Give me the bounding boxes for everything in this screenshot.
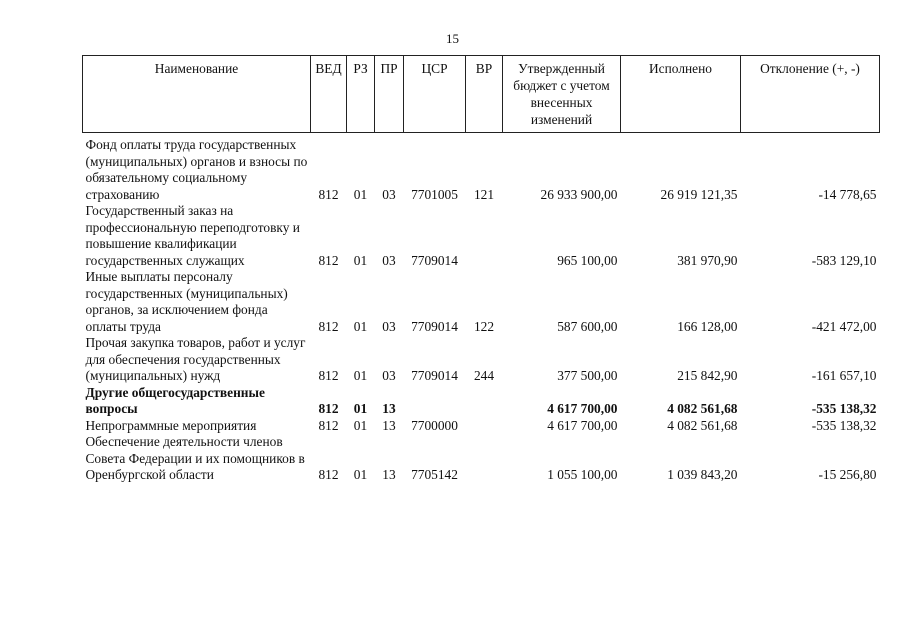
- cell-budget: 4 617 700,00: [547, 417, 618, 433]
- cell-pr: 13: [382, 467, 396, 482]
- header-csr: ЦСР: [404, 56, 466, 133]
- cell-budget: 26 933 900,00: [540, 186, 618, 202]
- cell-executed: 4 082 561,68: [667, 401, 738, 416]
- cell-csr: 7705142: [411, 467, 458, 482]
- header-rz: РЗ: [347, 56, 375, 133]
- cell-deviation: -421 472,00: [811, 318, 877, 334]
- table-body: [83, 133, 880, 484]
- cell-budget: 4 617 700,00: [547, 401, 618, 416]
- cell-csr: [404, 385, 466, 418]
- cell-vr: 121: [473, 186, 495, 202]
- cell-deviation: -161 657,10: [811, 368, 877, 383]
- table-row: [83, 385, 880, 418]
- cell-deviation: -14 778,65: [818, 186, 877, 202]
- cell-deviation: -535 138,32: [811, 417, 877, 433]
- cell-executed: 166 128,00: [677, 318, 738, 334]
- table-row: [83, 335, 880, 385]
- cell-ved: 812: [318, 318, 339, 334]
- table-row: [83, 269, 880, 335]
- cell-rz: 01: [353, 368, 368, 383]
- cell-ved: 812: [318, 368, 339, 383]
- cell-vr: [466, 418, 503, 435]
- header-vr: ВР: [466, 56, 503, 133]
- cell-ved: 812: [318, 467, 339, 482]
- cell-pr: 13: [382, 401, 396, 416]
- cell-name: Иные выплаты персоналу государственных (муниципальных) органов, за исключением фонда оплаты труда: [85, 269, 288, 334]
- cell-vr: [466, 434, 503, 484]
- cell-executed: 4 082 561,68: [667, 417, 738, 433]
- cell-pr: 03: [382, 368, 396, 383]
- header-pr: ПР: [375, 56, 404, 133]
- table-row: [83, 418, 880, 435]
- cell-name: Непрограммные мероприятия: [85, 417, 257, 433]
- cell-vr: [466, 385, 503, 418]
- cell-deviation: -15 256,80: [818, 467, 877, 482]
- cell-pr: 13: [382, 417, 396, 433]
- cell-ved: 812: [318, 417, 339, 433]
- cell-vr: 244: [473, 368, 495, 383]
- cell-executed: 381 970,90: [677, 252, 738, 268]
- table-row: [83, 203, 880, 269]
- header-budget: Утвержденный бюджет с учетом внесенных изменений: [503, 56, 621, 133]
- cell-budget: 1 055 100,00: [547, 467, 618, 482]
- cell-name: Государственный заказ на профессиональную переподготовку и повышение квалификации государственных служащих: [85, 203, 300, 268]
- cell-ved: 812: [318, 252, 339, 268]
- cell-rz: 01: [353, 401, 368, 416]
- header-name: Наименование: [83, 56, 311, 133]
- page-number: 15: [446, 31, 459, 46]
- cell-deviation: -535 138,32: [811, 401, 877, 416]
- cell-pr: 03: [382, 318, 396, 334]
- cell-name: Прочая закупка товаров, работ и услуг для обеспечения государственных (муниципальных) нужд: [85, 335, 306, 383]
- cell-rz: 01: [353, 318, 368, 334]
- cell-pr: 03: [382, 186, 396, 202]
- cell-rz: 01: [353, 417, 368, 433]
- header-ved: ВЕД: [311, 56, 347, 133]
- cell-ved: 812: [318, 401, 339, 416]
- cell-name: Обеспечение деятельности членов Совета Федерации и их помощников в Оренбургской области: [85, 434, 305, 482]
- cell-budget: 965 100,00: [557, 252, 618, 268]
- cell-rz: 01: [353, 252, 368, 268]
- cell-executed: 26 919 121,35: [660, 186, 738, 202]
- cell-vr: [466, 203, 503, 269]
- cell-deviation: -583 129,10: [811, 252, 877, 268]
- table-header-row: [83, 56, 880, 133]
- header-deviation: Отклонение (+, -): [741, 56, 880, 133]
- cell-csr: 7709014: [411, 252, 458, 268]
- table-row: [83, 133, 880, 204]
- cell-csr: 7700000: [411, 417, 458, 433]
- cell-executed: 1 039 843,20: [667, 467, 738, 482]
- budget-table: [82, 55, 880, 484]
- cell-rz: 01: [353, 467, 368, 482]
- table-row: [83, 434, 880, 484]
- cell-executed: 215 842,90: [677, 368, 738, 383]
- cell-budget: 377 500,00: [557, 368, 618, 383]
- cell-name: Другие общегосударственные вопросы: [85, 384, 265, 416]
- cell-vr: 122: [473, 318, 495, 334]
- cell-name: Фонд оплаты труда государственных (муниципальных) органов и взносы по обязательному социальному страхованию: [85, 137, 308, 202]
- cell-csr: 7709014: [411, 368, 458, 383]
- cell-csr: 7701005: [411, 186, 458, 202]
- cell-pr: 03: [382, 252, 396, 268]
- cell-rz: 01: [353, 186, 368, 202]
- cell-budget: 587 600,00: [557, 318, 618, 334]
- header-executed: Исполнено: [621, 56, 741, 133]
- cell-csr: 7709014: [411, 318, 458, 334]
- cell-ved: 812: [318, 186, 339, 202]
